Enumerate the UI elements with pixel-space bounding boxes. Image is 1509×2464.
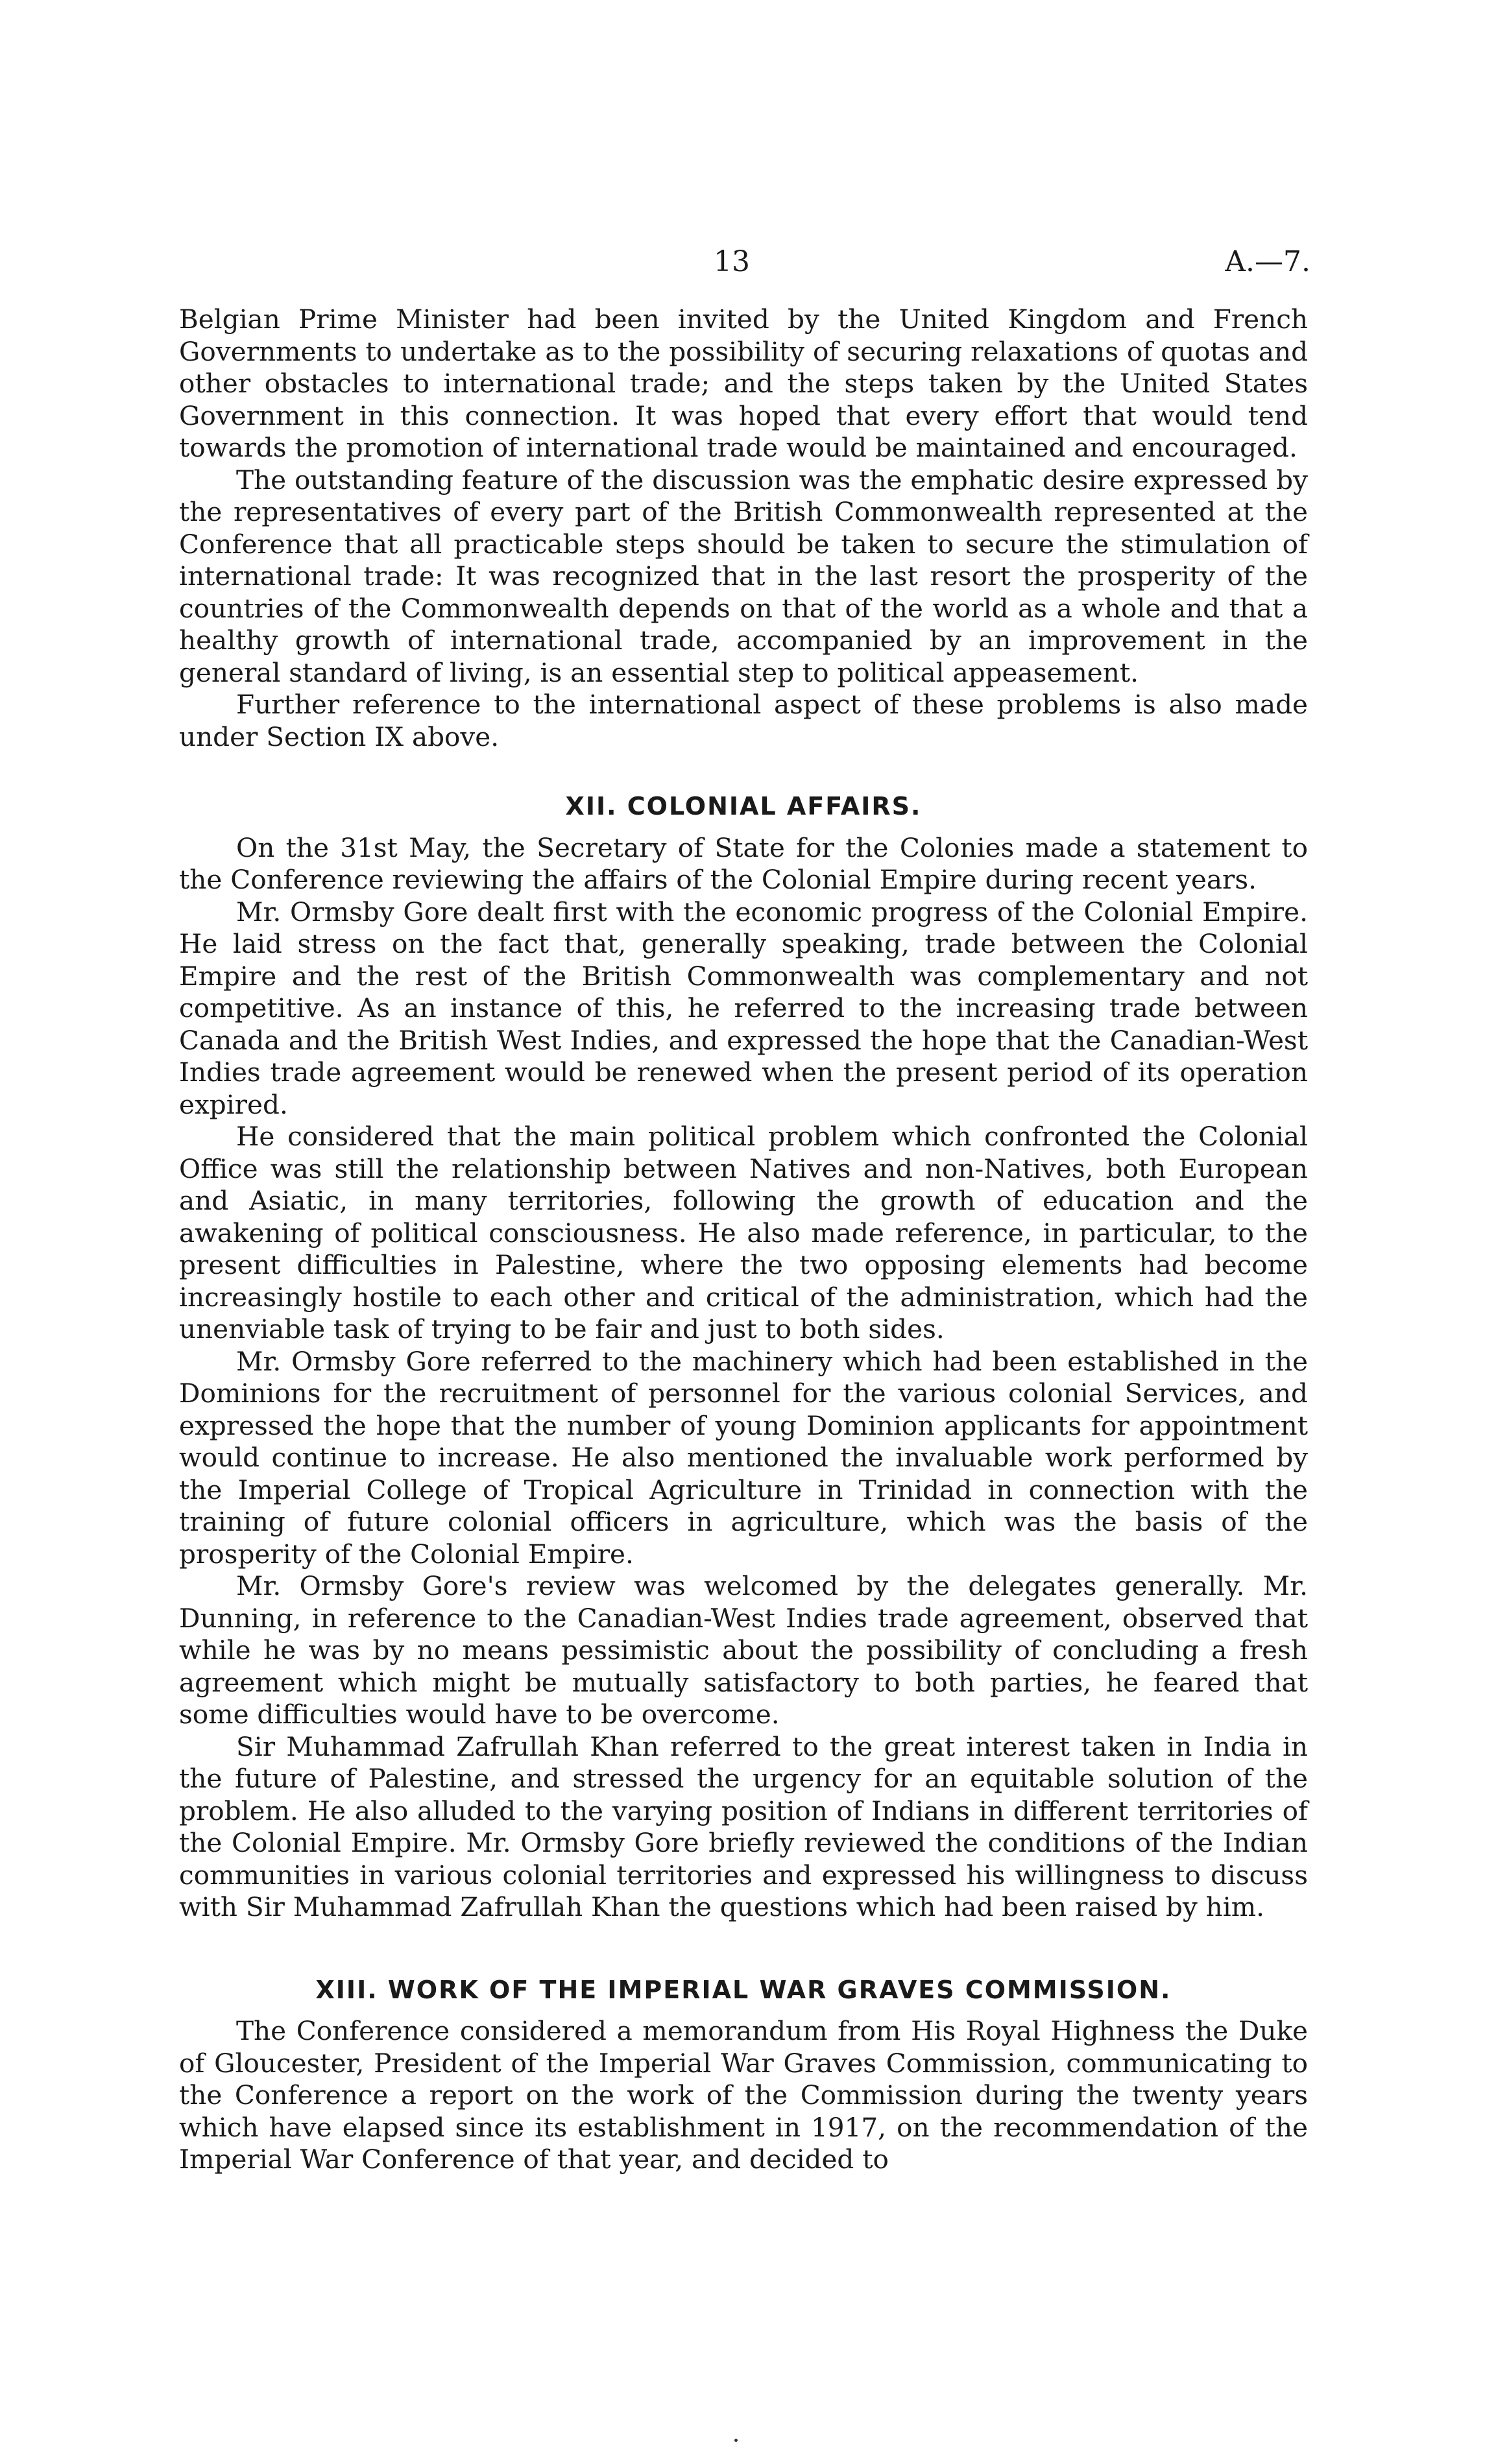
- section-heading-colonial-affairs: XII. COLONIAL AFFAIRS.: [565, 792, 922, 820]
- paragraph: He considered that the main political problem which confronted the Colonial Office was still the relationship between Natives and non-Natives, both European and Asiatic, in many territories, following the growth of education and the awakening of political consciousness. He also made reference, in particular, to the present difficulties in Palestine, where the two opposing elements had become increasingly hostile to each other and critical of the administration, which had the unenviable task of trying to be fair and just to both sides.: [179, 1121, 1308, 1345]
- section-heading-war-graves-commission: XIII. WORK OF THE IMPERIAL WAR GRAVES COMMISSION.: [315, 1975, 1172, 2004]
- document-reference: A.—7.: [1225, 245, 1310, 278]
- page-header: [175, 245, 1310, 284]
- paragraph: The Conference considered a memorandum from His Royal Highness the Duke of Gloucester, President of the Imperial War Graves Commission, communicating to the Conference a report on the work of the Commission during the twenty years which have elapsed since its establishment in 1917, on the recommendation of the Imperial War Conference of that year, and decided to: [179, 2015, 1308, 2175]
- print-speck: [734, 2439, 738, 2442]
- paragraph: Belgian Prime Minister had been invited by the United Kingdom and French Governments to undertake as to the possibility of securing relaxations of quotas and other obstacles to international trade; and the steps taken by the United States Government in this connection. It was hoped that every effort that would tend towards the promotion of international trade would be maintained and encouraged.: [179, 304, 1308, 463]
- paragraph: Further reference to the international aspect of these problems is also made under Section IX above.: [179, 689, 1308, 752]
- paragraph: Sir Muhammad Zafrullah Khan referred to the great interest taken in India in the future of Palestine, and stressed the urgency for an equitable solution of the problem. He also alluded to the varying position of Indians in different territories of the Colonial Empire. Mr. Ormsby Gore briefly reviewed the conditions of the Indian communities in various colonial territories and expressed his willingness to discuss with Sir Muhammad Zafrullah Khan the questions which had been raised by him.: [179, 1730, 1308, 1922]
- paragraph: Mr. Ormsby Gore dealt first with the economic progress of the Colonial Empire. He laid stress on the fact that, generally speaking, trade between the Colonial Empire and the rest of the British Commonwealth was complementary and not competitive. As an instance of this, he referred to the increasing trade between Canada and the British West Indies, and expressed the hope that the Canadian-West Indies trade agreement would be renewed when the present period of its operation expired.: [179, 896, 1308, 1120]
- paragraph: The outstanding feature of the discussion was the emphatic desire expressed by the representatives of every part of the British Commonwealth represented at the Conference that all practicable steps should be taken to secure the stimulation of international trade: It was recognized that in the last resort the prosperity of the countries of the Commonwealth depends on that of the world as a whole and that a healthy growth of international trade, accompanied by an improvement in the general standard of living, is an essential step to political appeasement.: [179, 464, 1308, 688]
- paragraph: Mr. Ormsby Gore's review was welcomed by the delegates generally. Mr. Dunning, in reference to the Canadian-West Indies trade agreement, observed that while he was by no means pessimistic about the possibility of concluding a fresh agreement which might be mutually satisfactory to both parties, he feared that some difficulties would have to be overcome.: [179, 1570, 1308, 1730]
- paragraph: On the 31st May, the Secretary of State for the Colonies made a statement to the Conference reviewing the affairs of the Colonial Empire during recent years.: [179, 831, 1308, 895]
- paragraph: Mr. Ormsby Gore referred to the machinery which had been established in the Dominions for the recruitment of personnel for the various colonial Services, and expressed the hope that the number of young Dominion applicants for appointment would continue to increase. He also mentioned the invaluable work performed by the Imperial College of Tropical Agriculture in Trinidad in connection with the training of future colonial officers in agriculture, which was the basis of the prosperity of the Colonial Empire.: [179, 1345, 1308, 1570]
- body-text: [179, 304, 1308, 2176]
- page-number: 13: [714, 245, 750, 278]
